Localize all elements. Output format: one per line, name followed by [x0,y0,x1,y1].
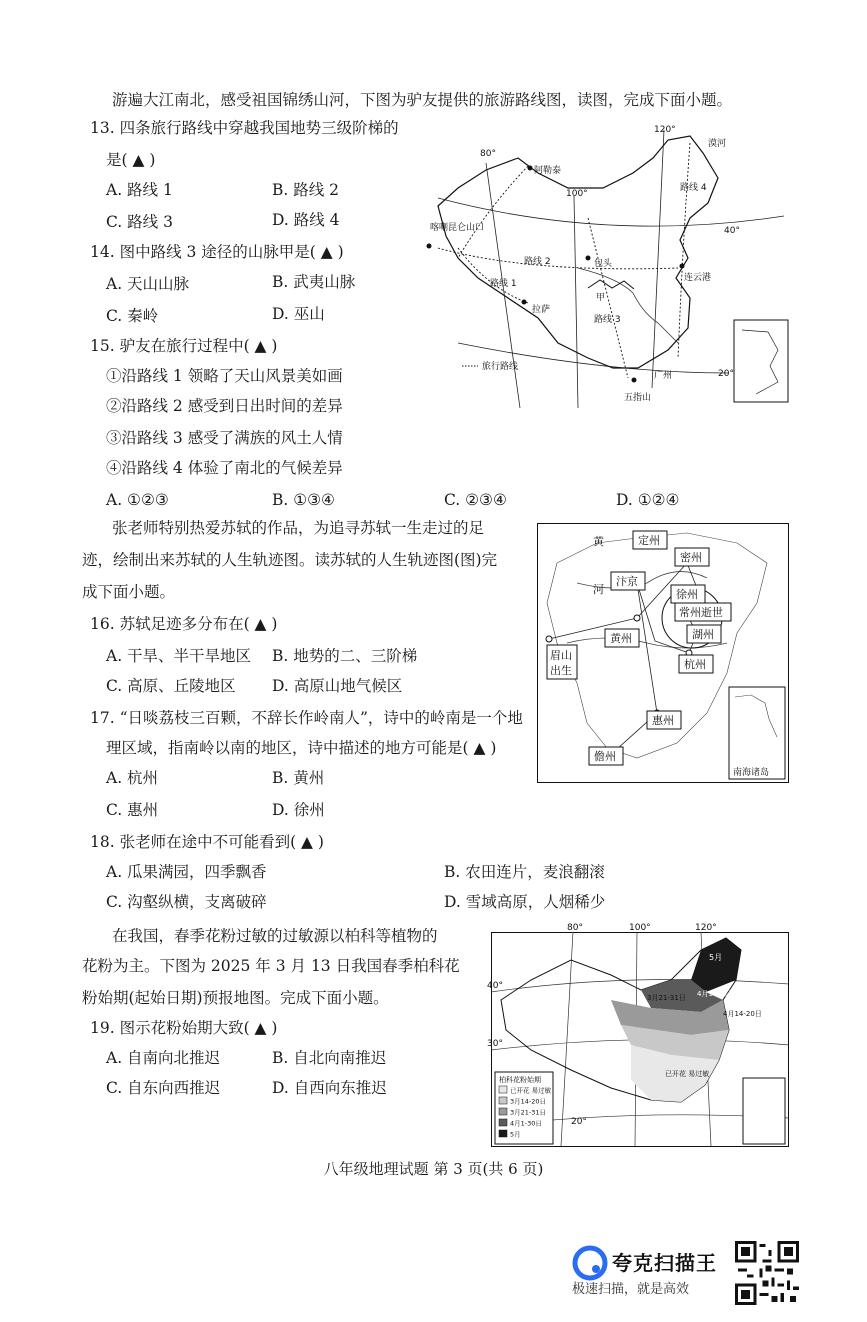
label-route3: 路线 3 [594,315,621,325]
label-bloomed: 已开花 易过敏 [665,1070,710,1078]
label-20: 20° [571,1117,587,1127]
map3-inset [743,1078,785,1144]
label-changzhou: 常州逝世 [679,606,723,619]
label-huzhou: 湖州 [692,628,714,641]
q16-stem: 16. 苏轼足迹多分布在( ▲ ) [90,615,278,633]
point-lianyungang [680,264,685,269]
legend-label: 4月1-30日 [510,1119,542,1128]
label-apr: 4月1-30日 [697,990,732,998]
label-apr14: 4月14-20日 [723,1010,762,1018]
q17-option-d: D. 徐州 [272,801,325,819]
label-meishan: 眉山 [550,649,572,662]
label-hangzhou: 杭州 [684,658,706,671]
label-jia: 甲 [596,293,606,303]
scanner-brand [570,1245,730,1305]
label-80: 80° [567,923,583,933]
q13-stem: 13. 四条旅行路线中穿越我国地势三级阶梯的 [90,119,399,137]
q17-option-c: C. 惠州 [106,801,159,819]
label-legend-route: 旅行路线 [482,362,519,372]
q17-option-b: B. 黄州 [272,769,325,787]
label-guangzhou: 广州 [654,371,673,381]
label-xuzhou: 徐州 [676,588,698,601]
q14-option-b: B. 武夷山脉 [272,273,356,291]
label-dingzhou: 定州 [638,534,660,547]
q14-option-d: D. 巫山 [272,305,325,323]
q16-option-d: D. 高原山地气候区 [272,677,403,695]
qr-code-icon [735,1241,799,1305]
label-danzhou: 儋州 [594,750,616,763]
label-80: 80° [480,149,496,159]
q18-option-b: B. 农田连片，麦浪翻滚 [444,863,605,881]
label-lianyungang: 连云港 [684,273,712,283]
q13-option-d: D. 路线 4 [272,211,340,229]
label-40: 40° [487,981,503,991]
lon-100-line [574,196,578,408]
label-120: 120° [654,125,676,135]
label-40: 40° [724,226,740,236]
q15-item-3: ③沿路线 3 感受了满族的风土人情 [106,429,343,447]
intro-pollen-1: 在我国，春季花粉过敏的过敏源以柏科等植物的 [112,927,438,945]
label-route1: 路线 1 [490,279,517,289]
intro-pollen-2: 花粉为主。下图为 2025 年 3 月 13 日我国春季柏科花 [82,957,460,975]
q17-stem-2: 理区域，指南岭以南的地区，诗中描述的地方可能是( ▲ ) [106,739,497,757]
q14-option-a: A. 天山山脉 [106,275,190,293]
label-huang: 黄 [593,535,604,548]
label-120: 120° [695,923,717,933]
q15-option-d: D. ①②④ [616,491,680,509]
q15-option-b: B. ①③④ [272,491,335,509]
label-route2: 路线 2 [524,257,551,267]
legend-swatch [499,1130,507,1137]
q16-option-c: C. 高原、丘陵地区 [106,677,236,695]
intro-travel: 游遍大江南北，感受祖国锦绣山河，下图为驴友提供的旅游路线图，读图，完成下面小题。 [112,91,733,109]
point-huangzhou [634,615,640,621]
q15-option-a: A. ①②③ [106,491,169,509]
q14-stem: 14. 图中路线 3 途径的山脉甲是( ▲ ) [90,243,344,261]
south-sea-inset [734,320,788,402]
q15-option-c: C. ②③④ [444,491,507,509]
brand-logo-icon [572,1245,608,1281]
q16-option-a: A. 干旱、半干旱地区 [106,647,252,665]
intro-sushi-2: 迹，绘制出来苏轼的人生轨迹图。读苏轼的人生轨迹图(图)完 [82,551,498,569]
pollen-start-map [487,920,789,1148]
label-south-sea: 南海诸岛 [733,768,770,778]
intro-pollen-3: 粉始期(起始日期)预报地图。完成下面小题。 [82,989,389,1007]
label-he: 河 [593,583,604,596]
legend-label: 3月21-31日 [510,1108,547,1117]
q18-option-d: D. 雪域高原，人烟稀少 [444,893,606,911]
china-outline [438,136,718,368]
legend-swatch [499,1119,507,1126]
q14-option-c: C. 秦岭 [106,307,159,325]
label-huizhou: 惠州 [652,714,674,727]
q19-option-d: D. 自西向东推迟 [272,1079,387,1097]
label-100: 100° [629,923,651,933]
q15-item-4: ④沿路线 4 体验了南北的气候差异 [106,459,343,477]
route-3-path [588,218,628,378]
route-1-path [458,248,528,303]
brand-slogan: 极速扫描，就是高效 [572,1282,690,1297]
label-altay: 阿勒泰 [534,166,562,176]
label-lhasa: 拉萨 [532,305,551,315]
legend-swatch [499,1097,507,1104]
intro-sushi-1: 张老师特别热爱苏轼的作品，为追寻苏轼一生走过的足 [112,519,485,537]
point-altay [528,166,533,171]
legend-label: 3月14-20日 [510,1097,547,1106]
q19-option-b: B. 自北向南推迟 [272,1049,387,1067]
travel-route-map [428,118,794,408]
legend-label: 5月 [510,1130,521,1139]
label-mar21: 3月21-31日 [647,994,686,1002]
q19-option-a: A. 自南向北推迟 [106,1049,221,1067]
label-karakoram: 喀喇昆仑山口 [430,223,485,233]
q17-stem: 17. “日啖荔枝三百颗，不辞长作岭南人”，诗中的岭南是一个地 [90,709,523,727]
sushi-trajectory-map [537,523,789,783]
label-mohe: 漠河 [708,139,727,149]
river-path [578,268,678,343]
lon-120-line [652,130,664,388]
point-baotou [586,256,591,261]
label-20: 20° [718,369,734,379]
label-100: 100° [566,189,588,199]
point-karakoram [427,244,432,249]
route-2-path [438,248,678,269]
label-30: 30° [487,1039,503,1049]
page-footer: 八年级地理试题 第 3 页(共 6 页) [323,1160,544,1178]
q13-option-c: C. 路线 3 [106,213,173,231]
q18-option-a: A. 瓜果满园，四季飘香 [106,863,267,881]
q17-option-a: A. 杭州 [106,769,159,787]
label-bianjing: 汴京 [616,575,638,588]
brand-name: 夸克扫描王 [612,1251,717,1275]
q13-stem-2: 是( ▲ ) [106,151,156,169]
intro-sushi-3: 成下面小题。 [82,583,176,601]
label-wuzhishan: 五指山 [624,393,652,403]
q18-stem: 18. 张老师在途中不可能看到( ▲ ) [90,833,324,851]
q19-option-c: C. 自东向西推迟 [106,1079,221,1097]
label-may: 5月 [709,953,723,962]
legend-title: 柏科花粉始期 [499,1076,541,1084]
q15-item-1: ①沿路线 1 领略了天山风景美如画 [106,367,343,385]
legend-swatch [499,1086,507,1093]
label-mizhou: 密州 [680,551,702,564]
q16-option-b: B. 地势的二、三阶梯 [272,647,418,665]
point-meishan [546,636,552,642]
label-huangzhou: 黄州 [610,632,632,645]
label-baotou: 包头 [594,259,613,269]
q15-stem: 15. 驴友在旅行过程中( ▲ ) [90,337,278,355]
legend-label: 已开花 易过敏 [510,1086,552,1095]
legend-swatch [499,1108,507,1115]
point-wuzhishan [632,378,637,383]
map2-inset [729,687,785,779]
lat-40-line [438,198,784,226]
q13-option-b: B. 路线 2 [272,181,340,199]
q19-stem: 19. 图示花粉始期大致( ▲ ) [90,1019,278,1037]
point-lhasa [522,300,527,305]
label-route4: 路线 4 [680,183,707,193]
q18-option-c: C. 沟壑纵横，支离破碎 [106,893,267,911]
q13-option-a: A. 路线 1 [106,181,173,199]
q15-item-2: ②沿路线 2 感受到日出时间的差异 [106,397,343,415]
label-birth: 出生 [550,664,572,677]
